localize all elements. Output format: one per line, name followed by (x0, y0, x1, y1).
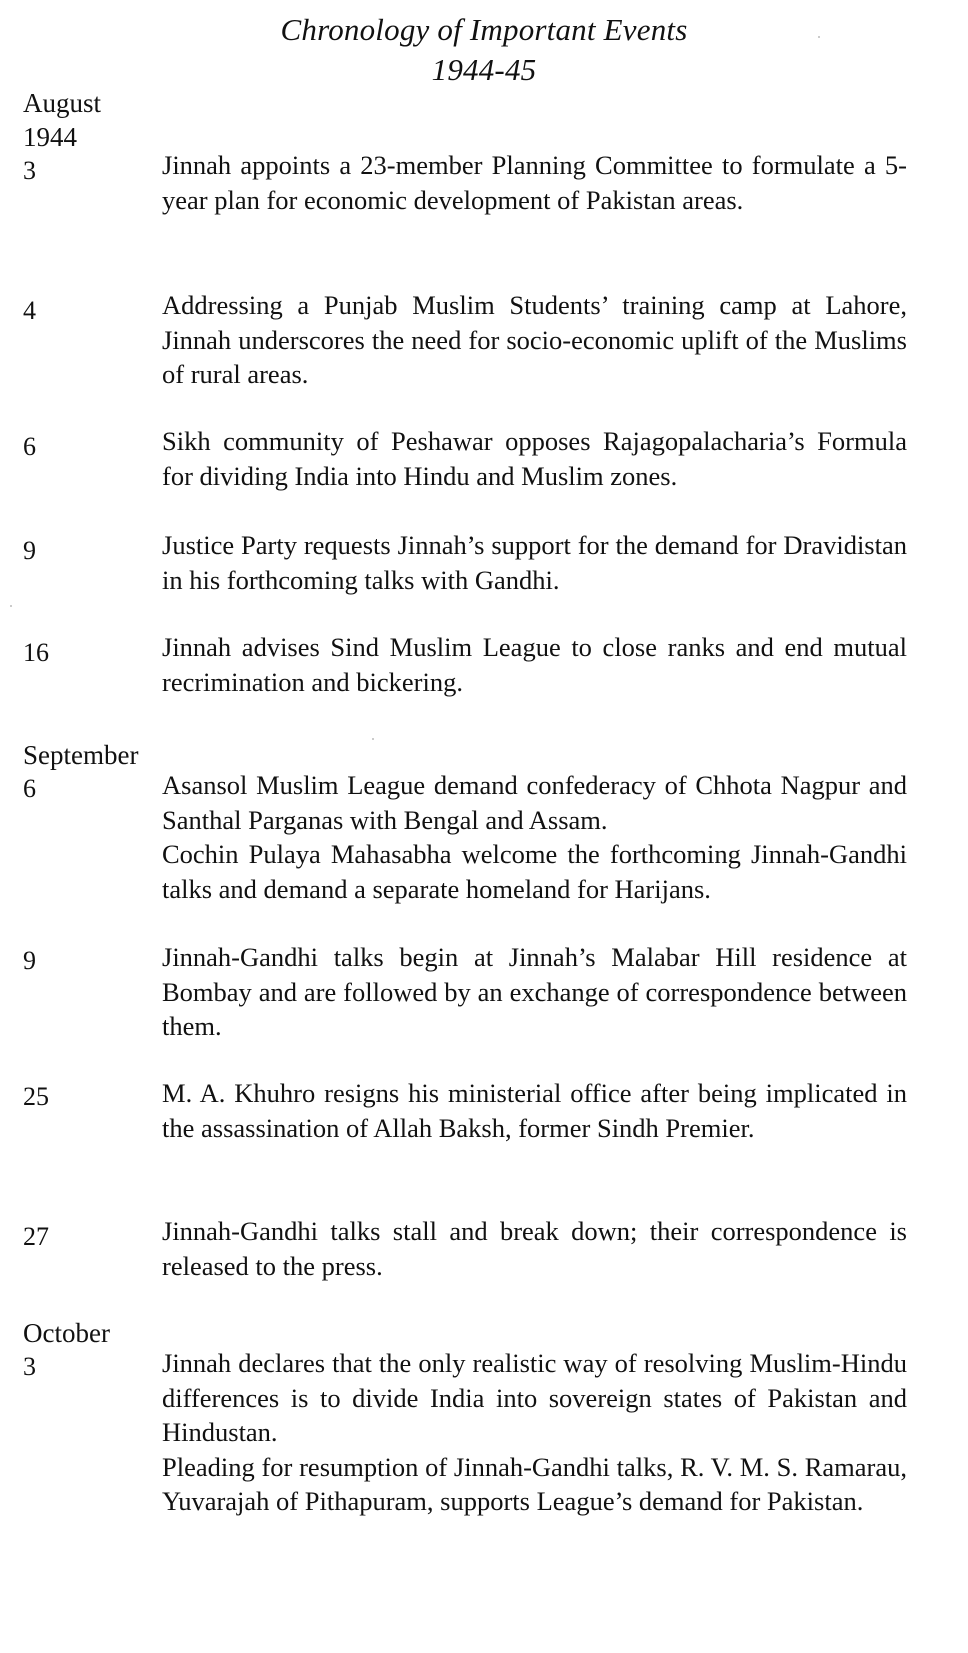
entry-day: 6 (23, 432, 36, 461)
page-subtitle-years: 1944-45 (431, 52, 537, 87)
entry-day: 16 (23, 638, 49, 667)
entry-text: M. A. Khuhro resigns his ministerial office after being implicated in the assassination of Allah Baksh, former Sindh Premier. (162, 1078, 907, 1143)
entry-day: 6 (23, 774, 36, 803)
entry-text: Jinnah-Gandhi talks stall and break down; their correspondence is released to the press. (162, 1216, 907, 1281)
scan-speck (818, 36, 820, 38)
entry-text: Addressing a Punjab Muslim Students’ training camp at Lahore, Jinnah underscores the need for socio-economic uplift of the Muslims of rural areas. (162, 290, 907, 390)
entry-day: 27 (23, 1222, 49, 1251)
entry-text: Jinnah advises Sind Muslim League to close ranks and end mutual recrimination and bickering. (162, 632, 907, 697)
entry-text: Asansol Muslim League demand confederacy of Chhota Nagpur and Santhal Parganas with Bengal and Assam. Cochin Pulaya Mahasabha welcome the forthcoming Jinnah-Gandhi talks and demand a separate homeland for Harijans. (162, 770, 907, 904)
month-heading-september: September (23, 740, 139, 770)
entry-text: Jinnah appoints a 23-member Planning Committee to formulate a 5-year plan for economic development of Pakistan areas. (162, 150, 907, 215)
month-heading-october: October (23, 1318, 110, 1348)
entry-day: 9 (23, 536, 36, 565)
entry-text: Jinnah declares that the only realistic way of resolving Muslim-Hindu differences is to divide India into sovereign states of Pakistan and Hindustan. Pleading for resumption of Jinnah-Gandhi talks, R. V. M. S. Ramarau, Yuvarajah of Pithapuram, supports League’s demand for Pakistan. (162, 1348, 907, 1517)
entry-text: Jinnah-Gandhi talks begin at Jinnah’s Malabar Hill residence at Bombay and are followed by an exchange of correspondence between them. (162, 942, 907, 1042)
entry-text: Sikh community of Peshawar opposes Rajagopalacharia’s Formula for dividing India into Hindu and Muslim zones. (162, 426, 907, 491)
entry-day: 25 (23, 1082, 49, 1111)
entry-text: Justice Party requests Jinnah’s support for the demand for Dravidistan in his forthcoming talks with Gandhi. (162, 530, 907, 595)
page-title: Chronology of Important Events (280, 12, 688, 47)
entry-day: 3 (23, 1352, 36, 1381)
month-heading-august: August (23, 88, 102, 118)
entry-day: 9 (23, 946, 36, 975)
entry-day: 3 (23, 156, 36, 185)
year-heading: 1944 (23, 122, 77, 152)
entry-day: 4 (23, 296, 36, 325)
scan-speck (372, 738, 374, 740)
scan-speck (10, 605, 12, 607)
